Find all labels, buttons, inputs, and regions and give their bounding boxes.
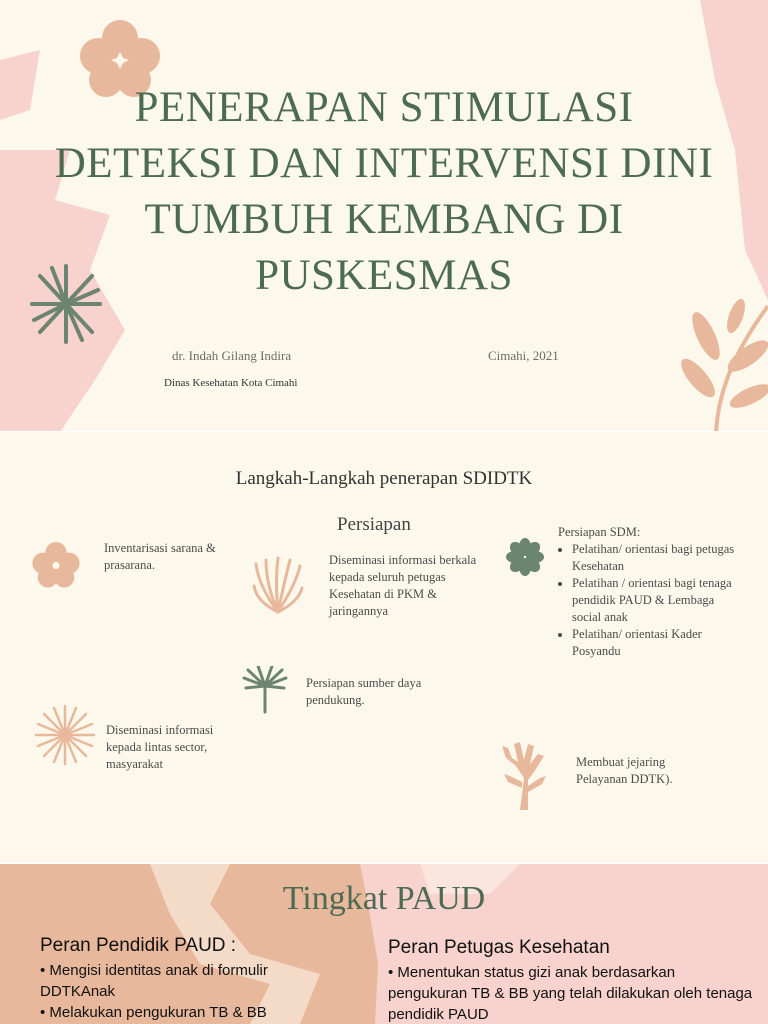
- sunburst-icon: [34, 704, 96, 766]
- paud-slide: [0, 864, 768, 1024]
- step-jejaring: Membuat jejaring Pelayanan DDTK).: [576, 755, 673, 786]
- slide-title: Tingkat PAUD: [282, 880, 486, 917]
- step-inventarisasi: Inventarisasi sarana & prasarana.: [104, 541, 216, 572]
- fan-plant-icon: [252, 556, 304, 614]
- title-slide: [0, 0, 768, 432]
- list-item: • Mengisi identitas anak di formulir DDTKAnak: [40, 960, 340, 1002]
- author-name: dr. Indah Gilang Indira: [172, 348, 292, 363]
- step-diseminasi-lintas: Diseminasi informasi kepada lintas sector, masyarakat: [106, 723, 214, 771]
- steps-slide: [0, 432, 768, 864]
- sdm-list: [558, 541, 738, 660]
- institution-name: Dinas Kesehatan Kota Cimahi: [164, 377, 298, 389]
- leaf-branch-icon: [676, 296, 768, 432]
- flower-icon: [506, 538, 544, 576]
- step-diseminasi-petugas: Diseminasi informasi berkala kepada seluruh petugas Kesehatan di PKM & jaringannya: [329, 553, 477, 618]
- list-item: • Pelatihan/ orientasi Kader Posyandu: [572, 626, 738, 660]
- list-item: • Melakukan pengukuran TB & BB: [40, 1002, 340, 1023]
- slide-title: Langkah-Langkah penerapan SDIDTK: [235, 468, 533, 489]
- list-item: • Menentukan status gizi anak berdasarkan pengukuran TB & BB yang telah dilakukan oleh tenaga pendidik PAUD: [388, 962, 758, 1024]
- palm-leaf-icon: [242, 666, 288, 714]
- section-subtitle: Persiapan: [337, 514, 411, 535]
- list-item: • Pelatihan/ orientasi bagi petugas Kesehatan: [572, 541, 738, 575]
- left-heading: Peran Pendidik PAUD :: [40, 935, 237, 956]
- right-list: [388, 962, 758, 1024]
- step-sumber-daya: Persiapan sumber daya pendukung.: [306, 676, 422, 707]
- sdm-block: [558, 524, 738, 660]
- list-item: • Pelatihan / orientasi bagi tenaga pendidik PAUD & Lembaga social anak: [572, 575, 738, 626]
- sdm-heading: Persiapan SDM:: [558, 525, 641, 539]
- flower-icon: [30, 540, 82, 590]
- coral-icon: [498, 738, 550, 810]
- right-heading: Peran Petugas Kesehatan: [388, 937, 610, 958]
- slide-title: PENERAPAN STIMULASI DETEKSI DAN INTERVENSI DINI TUMBUH KEMBANG DI PUSKESMAS: [54, 84, 714, 299]
- place-date: Cimahi, 2021: [488, 348, 559, 363]
- left-list: [40, 960, 340, 1023]
